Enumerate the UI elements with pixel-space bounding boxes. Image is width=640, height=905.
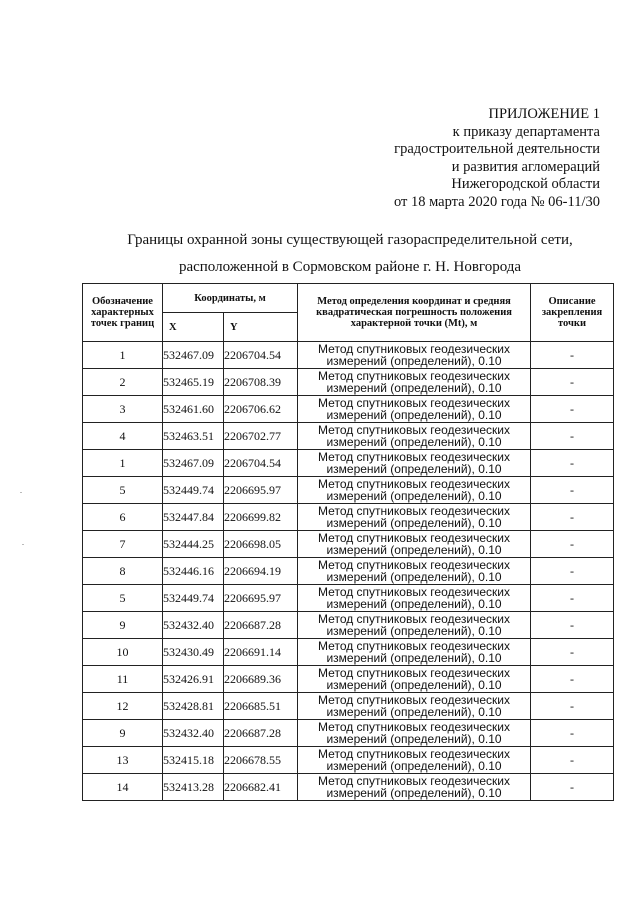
marking-cell: - xyxy=(531,396,614,423)
x-coordinate-cell: 532428.81 xyxy=(163,693,224,720)
x-coordinate-cell: 532467.09 xyxy=(163,342,224,369)
y-coordinate-cell: 2206704.54 xyxy=(224,342,298,369)
y-coordinate-cell: 2206687.28 xyxy=(224,720,298,747)
x-coordinate-cell: 532467.09 xyxy=(163,450,224,477)
header-x: X xyxy=(163,313,224,342)
marking-cell: - xyxy=(531,342,614,369)
point-cell: 3 xyxy=(83,396,163,423)
method-cell: Метод спутниковых геодезических измерений (определений), 0.10 xyxy=(298,612,531,639)
point-cell: 11 xyxy=(83,666,163,693)
marking-cell: - xyxy=(531,369,614,396)
marking-cell: - xyxy=(531,531,614,558)
table-row xyxy=(83,612,614,639)
y-coordinate-cell: 2206682.41 xyxy=(224,774,298,801)
table-row xyxy=(83,423,614,450)
table-row xyxy=(83,666,614,693)
x-coordinate-cell: 532415.18 xyxy=(163,747,224,774)
point-cell: 8 xyxy=(83,558,163,585)
table-row xyxy=(83,450,614,477)
table-row xyxy=(83,531,614,558)
document-title-line-1: Границы охранной зоны существующей газораспределительной сети, xyxy=(127,232,573,248)
x-coordinate-cell: 532465.19 xyxy=(163,369,224,396)
appendix-header xyxy=(394,106,600,212)
point-cell: 6 xyxy=(83,504,163,531)
appendix-line: Нижегородской области xyxy=(451,176,600,193)
marking-cell: - xyxy=(531,639,614,666)
method-cell: Метод спутниковых геодезических измерений (определений), 0.10 xyxy=(298,639,531,666)
marking-cell: - xyxy=(531,585,614,612)
table-row xyxy=(83,747,614,774)
y-coordinate-cell: 2206698.05 xyxy=(224,531,298,558)
method-cell: Метод спутниковых геодезических измерений (определений), 0.10 xyxy=(298,774,531,801)
x-coordinate-cell: 532413.28 xyxy=(163,774,224,801)
method-cell: Метод спутниковых геодезических измерений (определений), 0.10 xyxy=(298,504,531,531)
x-coordinate-cell: 532461.60 xyxy=(163,396,224,423)
marking-cell: - xyxy=(531,477,614,504)
x-coordinate-cell: 532446.16 xyxy=(163,558,224,585)
table-row xyxy=(83,369,614,396)
x-coordinate-cell: 532449.74 xyxy=(163,477,224,504)
marking-cell: - xyxy=(531,450,614,477)
header-marking: Описание закрепления точки xyxy=(531,284,614,342)
marking-cell: - xyxy=(531,504,614,531)
coordinates-table xyxy=(82,283,614,801)
marking-cell: - xyxy=(531,612,614,639)
method-cell: Метод спутниковых геодезических измерений (определений), 0.10 xyxy=(298,720,531,747)
point-cell: 13 xyxy=(83,747,163,774)
y-coordinate-cell: 2206689.36 xyxy=(224,666,298,693)
y-coordinate-cell: 2206685.51 xyxy=(224,693,298,720)
table-row xyxy=(83,342,614,369)
scan-specks xyxy=(20,492,28,552)
y-coordinate-cell: 2206687.28 xyxy=(224,612,298,639)
method-cell: Метод спутниковых геодезических измерений (определений), 0.10 xyxy=(298,396,531,423)
marking-cell: - xyxy=(531,558,614,585)
method-cell: Метод спутниковых геодезических измерений (определений), 0.10 xyxy=(298,369,531,396)
method-cell: Метод спутниковых геодезических измерений (определений), 0.10 xyxy=(298,666,531,693)
method-cell: Метод спутниковых геодезических измерений (определений), 0.10 xyxy=(298,477,531,504)
method-cell: Метод спутниковых геодезических измерений (определений), 0.10 xyxy=(298,558,531,585)
point-cell: 5 xyxy=(83,477,163,504)
point-cell: 5 xyxy=(83,585,163,612)
header-y: Y xyxy=(224,313,298,342)
x-coordinate-cell: 532463.51 xyxy=(163,423,224,450)
y-coordinate-cell: 2206695.97 xyxy=(224,585,298,612)
method-cell: Метод спутниковых геодезических измерений (определений), 0.10 xyxy=(298,450,531,477)
point-cell: 9 xyxy=(83,612,163,639)
y-coordinate-cell: 2206678.55 xyxy=(224,747,298,774)
appendix-line: градостроительной деятельности xyxy=(394,141,600,158)
table-row xyxy=(83,693,614,720)
point-cell: 7 xyxy=(83,531,163,558)
marking-cell: - xyxy=(531,747,614,774)
table-row xyxy=(83,558,614,585)
table-row xyxy=(83,477,614,504)
point-cell: 1 xyxy=(83,450,163,477)
header-method: Метод определения координат и средняя квадратическая погрешность положения характерной точки (Mt), м xyxy=(298,284,531,342)
marking-cell: - xyxy=(531,774,614,801)
method-cell: Метод спутниковых геодезических измерений (определений), 0.10 xyxy=(298,585,531,612)
method-cell: Метод спутниковых геодезических измерений (определений), 0.10 xyxy=(298,747,531,774)
point-cell: 2 xyxy=(83,369,163,396)
document-title-line-2: расположенной в Сормовском районе г. Н. Новгорода xyxy=(178,259,522,275)
appendix-line: и развития агломераций xyxy=(451,158,600,175)
point-cell: 4 xyxy=(83,423,163,450)
table-row xyxy=(83,504,614,531)
x-coordinate-cell: 532449.74 xyxy=(163,585,224,612)
point-cell: 12 xyxy=(83,693,163,720)
y-coordinate-cell: 2206694.19 xyxy=(224,558,298,585)
table-row xyxy=(83,774,614,801)
appendix-line: к приказу департамента xyxy=(452,123,600,140)
y-coordinate-cell: 2206691.14 xyxy=(224,639,298,666)
method-cell: Метод спутниковых геодезических измерений (определений), 0.10 xyxy=(298,423,531,450)
appendix-title: ПРИЛОЖЕНИЕ 1 xyxy=(488,106,600,122)
method-cell: Метод спутниковых геодезических измерений (определений), 0.10 xyxy=(298,693,531,720)
point-cell: 9 xyxy=(83,720,163,747)
y-coordinate-cell: 2206708.39 xyxy=(224,369,298,396)
point-cell: 14 xyxy=(83,774,163,801)
method-cell: Метод спутниковых геодезических измерений (определений), 0.10 xyxy=(298,531,531,558)
x-coordinate-cell: 532444.25 xyxy=(163,531,224,558)
y-coordinate-cell: 2206704.54 xyxy=(224,450,298,477)
header-point: Обозначение характерных точек границ xyxy=(83,284,163,342)
y-coordinate-cell: 2206699.82 xyxy=(224,504,298,531)
header-coordinates: Координаты, м xyxy=(163,284,298,313)
y-coordinate-cell: 2206695.97 xyxy=(224,477,298,504)
appendix-order-date: от 18 марта 2020 года № 06-11/30 xyxy=(393,193,600,210)
method-cell: Метод спутниковых геодезических измерений (определений), 0.10 xyxy=(298,342,531,369)
x-coordinate-cell: 532430.49 xyxy=(163,639,224,666)
y-coordinate-cell: 2206706.62 xyxy=(224,396,298,423)
point-cell: 1 xyxy=(83,342,163,369)
marking-cell: - xyxy=(531,720,614,747)
y-coordinate-cell: 2206702.77 xyxy=(224,423,298,450)
table-row xyxy=(83,720,614,747)
x-coordinate-cell: 532432.40 xyxy=(163,720,224,747)
x-coordinate-cell: 532447.84 xyxy=(163,504,224,531)
point-cell: 10 xyxy=(83,639,163,666)
x-coordinate-cell: 532426.91 xyxy=(163,666,224,693)
marking-cell: - xyxy=(531,666,614,693)
table-row xyxy=(83,585,614,612)
marking-cell: - xyxy=(531,423,614,450)
x-coordinate-cell: 532432.40 xyxy=(163,612,224,639)
table-row xyxy=(83,396,614,423)
table-row xyxy=(83,639,614,666)
marking-cell: - xyxy=(531,693,614,720)
